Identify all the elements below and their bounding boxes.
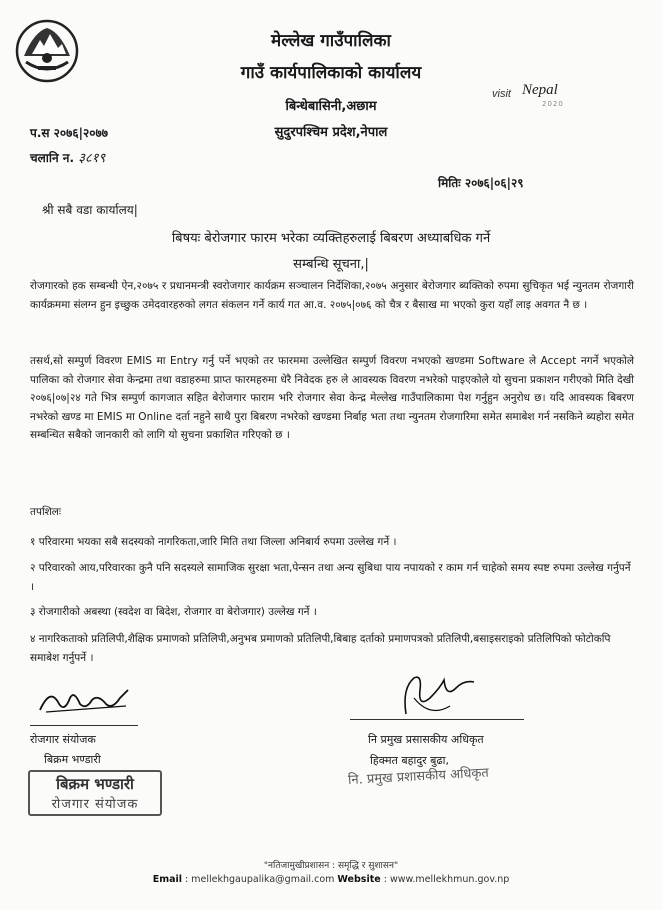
stamp-left: बिक्रम भण्डारी रोजगार संयोजक [28,770,162,816]
email-link[interactable]: mellekhgaupalika@gmail.com [191,874,335,885]
signature-line-right [350,719,524,720]
body-paragraph-2: तसर्थ,सो सम्पुर्ण विवरण EMIS मा Entry गर्नु पर्ने भएको तर फारममा उल्लेखित सम्पुर्ण विवरण नभएको खण्डमा Software ले Accept नगर्ने भएकोले पालिका को रोजगार सेवा केन्द्रमा तथा वडाहरुमा प्राप्त फारमहरुमा धेरै निवेदक हरु ले आवस्यक विवरण नभरेको पाइएकोले यो सुचना प्रकाशन गरीएको मिति देखी २०७६|०७|२४ गते भित्र सम्पुर्ण कागजात सहित बेरोजगार फाराम भरि रोजगार सेवा केन्द्र मेल्लेख गाउँपालिकामा पेश गर्नुहुन अनुरोध छ। यदि आवस्यक बिबरण नभरेको खण्ड मा EMIS मा Online दर्ता नहुने साथै पुरा बिबरण नभरेको खण्डमा निर्बाह भता तथा न्युनतम रोजगारिमा समेत समाबेश गर्न नसकिने ब्यहोरा समेत सम्बन्धित सबैको जानकारी को लागि यो सुचना प्रकाशित गरिएको छ । [30,355,634,442]
left-signatory-title: रोजगार संयोजक [30,733,96,746]
visit-nepal-logo: visit Nepal 2020 [492,82,564,108]
office-location: बिन्धेबासिनी,अछाम [285,99,377,114]
letter-date: मितिः २०७६|०६|२९ [438,176,524,190]
dispatch-value: ३८१९ [78,151,106,166]
signature-right-icon [400,668,480,720]
right-signatory-name: हिक्मत बहादुर बुढा, [370,754,449,767]
email-label: Email [152,874,183,885]
subject-line-2: सम्बन्धि सूचना,| [293,257,369,272]
recipient: श्री सबै वडा कार्यालय| [42,203,138,217]
dispatch-label: चलानि न. [30,151,75,165]
footer-contact: Email : mellekhgaupalika@gmail.com Website : www.mellekhmun.gov.np [152,874,510,885]
signature-line-left [30,725,138,726]
reference-number: प.स २०७६|२०७७ [30,126,108,140]
list-item: ४ नागरिकताको प्रतिलिपी,शैक्षिक प्रमाणको प्रतिलिपी,अनुभब प्रमाणको प्रतिलिपी,बिबाह दर्ताको प्रमाणपत्रको प्रतिलिपी,बसाइसराइको प्रतिलिपिको फोटोकपि समाबेश गर्नुपर्ने । [30,633,611,664]
footer-motto: "नतिजामुखीप्रशासन : समृद्धि र सुशासन" [263,861,399,871]
list-item: २ परिवारको आय,परिवारका कुनै पनि सदस्यले सामाजिक सुरक्षा भता,पेन्सन तथा अन्य सुबिधा पाय नपायको र काम गर्न चाहेको समय स्पष्ट रुपमा उल्लेख गर्नुपर्ने । [30,562,631,593]
website-link[interactable]: www.mellekhmun.gov.np [389,874,510,885]
list-item: १ परिवारमा भयका सबै सदस्यको नागरिकता,जारि मिति तथा जिल्ला अनिबार्य रुपमा उल्लेख गर्ने । [30,536,397,548]
office-name: गाउँ कार्यपालिकाको कार्यालय [240,63,422,83]
office-province: सुदुरपश्चिम प्रदेश,नेपाल [274,125,388,140]
list-item: ३ रोजगारीको अबस्था (स्वदेश वा बिदेश, रोजगार वा बेरोजगार) उल्लेख गर्ने । [30,606,317,618]
subject-line-1: बिषयः बेरोजगार फारम भरेका व्यक्तिहरुलाई बिबरण अध्याबधिक गर्ने [171,231,491,246]
left-signatory-name: बिक्रम भण्डारी [44,753,101,766]
signature-left-icon [36,680,136,720]
right-signatory-title: नि प्रमुख प्रसासकीय अधिकृत [368,733,484,746]
details-heading: तपशिलः [30,506,62,518]
dispatch-number [30,148,105,166]
website-label: Website [337,874,381,885]
org-name: मेल्लेख गाउँपालिका [271,31,391,51]
body-paragraph-1: रोजगारको हक सम्बन्धी ऐन,२०७५ र प्रधानमन्त्री स्वरोजगार कार्यक्रम सञ्चालन निर्देशिका,२०७५ अनुसार बेरोजगार ब्यक्तिको रुपमा सुचिकृत भई न्युनतम रोजगारी कार्यक्रममा संलग्न हुन इच्छुक उमेदवारहरुको लगत संकलन गर्ने कार्य गत आ.व. २०७५|०७६ को चैत्र र बैसाख मा भएको कुरा यहाँ लाइ अवगत नै छ । [30,280,634,311]
stamp-right: नि. प्रमुख प्रशासकीय अधिकृत [347,765,490,788]
